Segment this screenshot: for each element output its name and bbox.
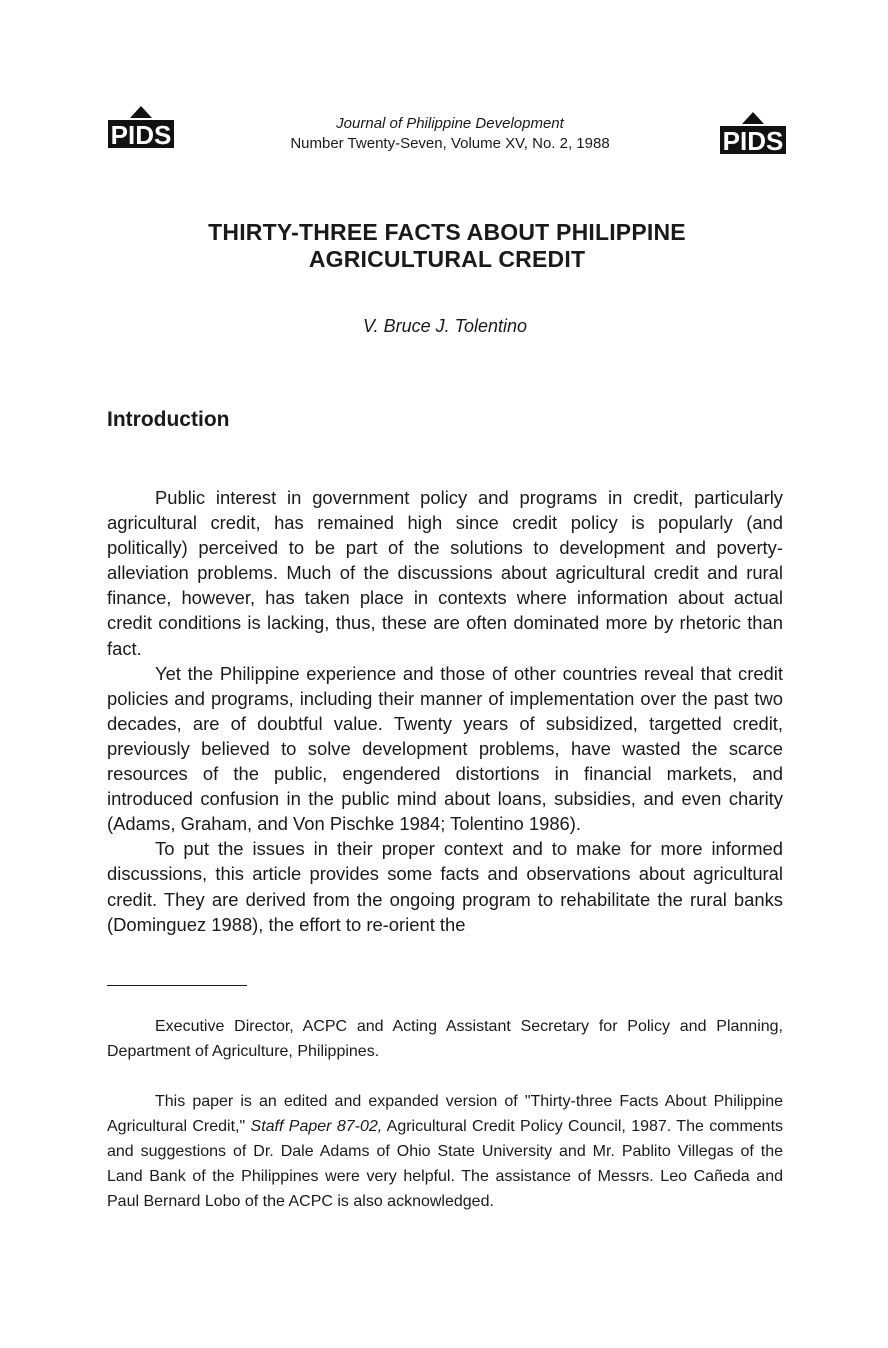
pids-logo-right — [720, 112, 786, 154]
title-line-2: AGRICULTURAL CREDIT — [308, 246, 586, 272]
footnote-text — [107, 1089, 783, 1214]
pids-logo-icon — [720, 112, 786, 154]
author-name: V. Bruce J. Tolentino — [362, 316, 528, 336]
footnote-text: Executive Director, ACPC and Acting Assistant Secretary for Policy and Planning, Department of Agriculture, Philippines. — [107, 1018, 783, 1060]
journal-issue: Number Twenty-Seven, Volume XV, No. 2, 1988 — [290, 135, 610, 152]
article-title — [120, 219, 774, 273]
footnote-rule — [107, 985, 247, 986]
section-heading: Introduction — [107, 408, 230, 431]
staff-paper-reference: Staff Paper 87-02, — [250, 1118, 383, 1135]
footnote-acknowledgment — [107, 1089, 783, 1214]
footnote-affiliation — [107, 1014, 783, 1064]
paragraph: Yet the Philippine experience and those of other countries reveal that credit policies and programs, including their manner of implementation over the past two decades, are of doubtful value. Twenty years of subsidized, targetted credit, previously believed to solve development problems, have wasted the scarce resources of the public, engendered distortions in financial markets, and introduced confusion in the public mind about loans, subsidies, and even charity (Adams, Graham, and Von Pischke 1984; Tolentino 1986). — [107, 662, 783, 835]
footnote-text-start: This paper is an edited and expanded version of "Thirty-three Facts About Philippine Agricultural Credit," — [107, 1093, 783, 1135]
title-line-1: THIRTY-THREE FACTS ABOUT PHILIPPINE — [208, 219, 686, 245]
footnote-text-end: Agricultural Credit Policy Council, 1987. The comments and suggestions of Dr. Dale Adams of Ohio State University and Mr. Pablito Villegas of the Land Bank of the Philippines were very helpful. The assistance of Messrs. Leo Cañeda and Paul Bernard Lobo of the ACPC is also acknowledged. — [107, 1118, 784, 1210]
svg-text:PIDS: PIDS — [110, 120, 172, 148]
paragraph: Public interest in government policy and programs in credit, particularly agricultural credit, has remained high since credit policy is popularly (and politically) perceived to be part of the solutions to development and poverty-alleviation problems. Much of the discussions about agricultural credit and rural finance, however, has taken place in contexts where information about actual credit conditions is lacking, thus, these are often dominated more by rhetoric than fact. — [107, 487, 783, 659]
paragraph: To put the issues in their proper context and to make for more informed discussions, this article provides some facts and observations about agricultural credit. They are derived from the ongoing program to rehabilitate the rural banks (Dominguez 1988), the effort to re-orient the — [107, 838, 783, 935]
journal-name: Journal of Philippine Development — [336, 115, 564, 132]
svg-text:PIDS: PIDS — [722, 126, 784, 154]
body-text — [107, 485, 783, 937]
